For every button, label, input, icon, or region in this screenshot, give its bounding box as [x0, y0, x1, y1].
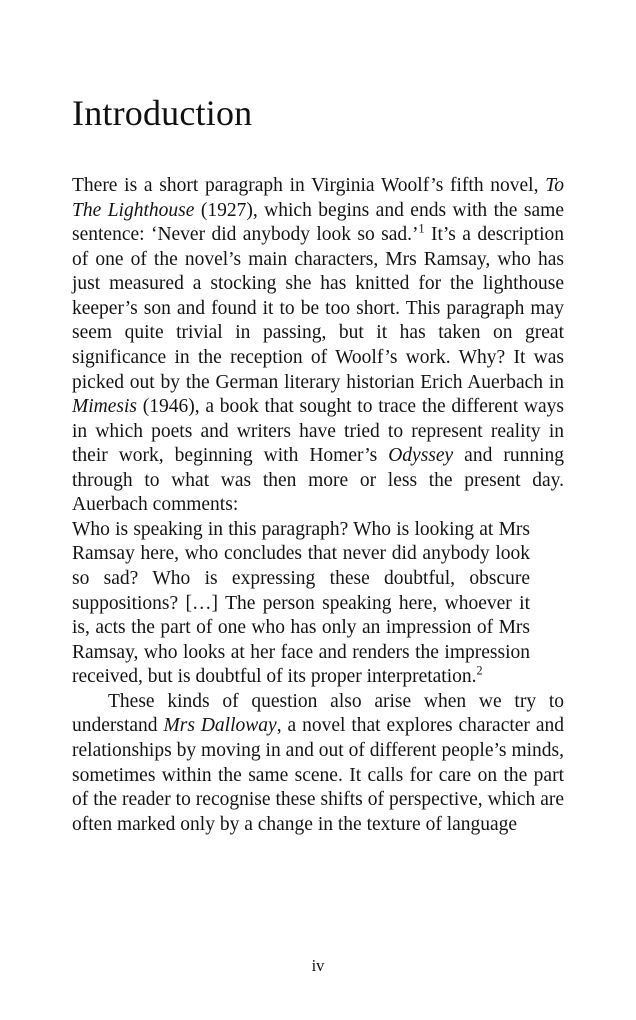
intro-paragraph-1: There is a short paragraph in Virginia Woolf’s fifth novel, To The Lighthouse (1927), which begins and ends with the same sentence: ‘Never did anybody look so sad.’$^1$ It’s a description of one of the novel’s main characters, Mrs Ramsay, who has just measured a stocking she has knitted for the lighthouse keeper’s son and found it to be too short. This paragraph may seem quite trivial in passing, but it has taken on great significance in the reception of Woolf’s work. Why? It was picked out by the German literary historian Erich Auerbach in Mimesis (1946), a book that sought to trace the different ways in which poets and writers have tried to represent reality in their work, beginning with Homer’s Odyssey and running through to what was then more or less the present day. Auerbach comments:: [72, 175, 564, 516]
page-title: Introduction: [72, 93, 253, 133]
block-quote: Who is speaking in this paragraph? Who is looking at Mrs Ramsay here, who concludes that never did anybody look so sad? Who is expressing these doubtful, obscure suppositions? […] The person speaking here, whoever it is, acts the part of one who has only an impression of Mrs Ramsay, who looks at her face and renders the impression received, but is doubtful of its proper interpretation.$^2$: [72, 518, 530, 688]
intro-paragraph-2: These kinds of question also arise when we try to understand Mrs Dalloway, a novel that explores character and relationships by moving in and out of different people’s minds, sometimes within the same scene. It calls for care on the part of the reader to recognise these shifts of perspective, which are often marked only by a change in the texture of language: [72, 690, 565, 835]
page-number: iv: [311, 956, 325, 975]
page-body: [72, 174, 564, 837]
